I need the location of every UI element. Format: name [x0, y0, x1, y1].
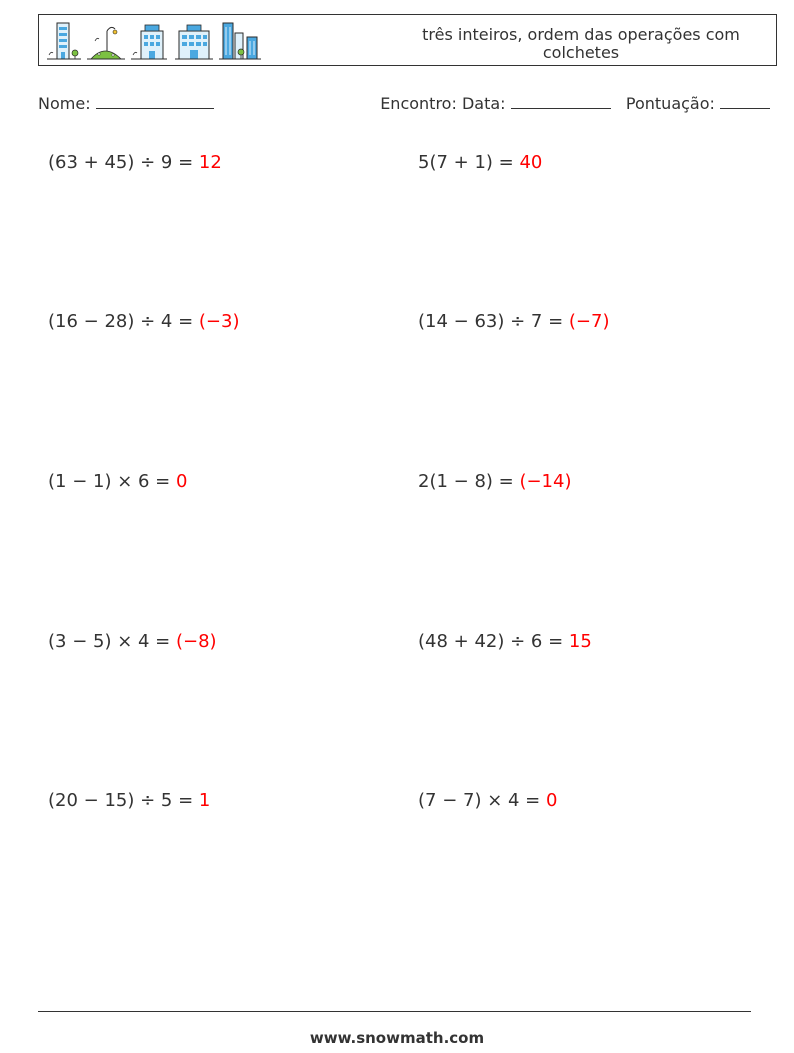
problem-item [48, 631, 217, 653]
date-label: Data: [461, 94, 506, 113]
footer-url[interactable]: www.snowmath.com [309, 1029, 485, 1047]
park-lamp-icon [87, 21, 125, 61]
problem-answer: (−7) [568, 311, 610, 332]
name-label: Nome: [38, 94, 91, 113]
date-blank[interactable] [511, 92, 611, 109]
score-label: Pontuação: [625, 94, 715, 113]
problem-expression: 5(7 + 1) = [418, 152, 520, 173]
problem-answer: 0 [545, 790, 558, 811]
score-blank[interactable] [720, 92, 770, 109]
problem-item [48, 471, 187, 493]
problem-answer: (−14) [519, 471, 572, 492]
right-fields [380, 92, 770, 113]
problem-answer: 0 [175, 471, 188, 492]
problem-expression: (14 − 63) ÷ 7 = [418, 311, 569, 332]
header-icons [45, 21, 261, 61]
problem-item [48, 152, 222, 174]
problem-answer: (−3) [198, 311, 240, 332]
problem-item [418, 790, 557, 812]
problem-expression: (48 + 42) ÷ 6 = [418, 631, 569, 652]
problem-answer: 40 [519, 152, 543, 173]
name-blank[interactable] [96, 92, 214, 109]
building-tower-icon [45, 21, 81, 61]
header-box [38, 14, 777, 66]
name-field [38, 92, 214, 113]
problem-item [48, 311, 239, 333]
encounter-label: Encontro: [380, 94, 457, 113]
problem-answer: 12 [198, 152, 222, 173]
problem-answer: 1 [198, 790, 211, 811]
problem-item [418, 631, 592, 653]
info-row [38, 92, 770, 116]
worksheet-title: três inteiros, ordem das operações com colchetes [422, 25, 740, 62]
skyscraper-icon [219, 21, 261, 61]
problem-expression: (63 + 45) ÷ 9 = [48, 152, 199, 173]
problem-expression: (7 − 7) × 4 = [418, 790, 546, 811]
problem-expression: 2(1 − 8) = [418, 471, 520, 492]
problem-expression: (1 − 1) × 6 = [48, 471, 176, 492]
problem-expression: (20 − 15) ÷ 5 = [48, 790, 199, 811]
problem-item [48, 790, 210, 812]
building-office-icon [131, 21, 167, 61]
problem-answer: 15 [568, 631, 592, 652]
problem-item [418, 471, 571, 493]
problem-item [418, 311, 609, 333]
problem-answer: (−8) [175, 631, 217, 652]
footer-divider [38, 1011, 751, 1012]
problem-item [418, 152, 542, 174]
problem-expression: (16 − 28) ÷ 4 = [48, 311, 199, 332]
building-wide-icon [173, 21, 213, 61]
problem-expression: (3 − 5) × 4 = [48, 631, 176, 652]
